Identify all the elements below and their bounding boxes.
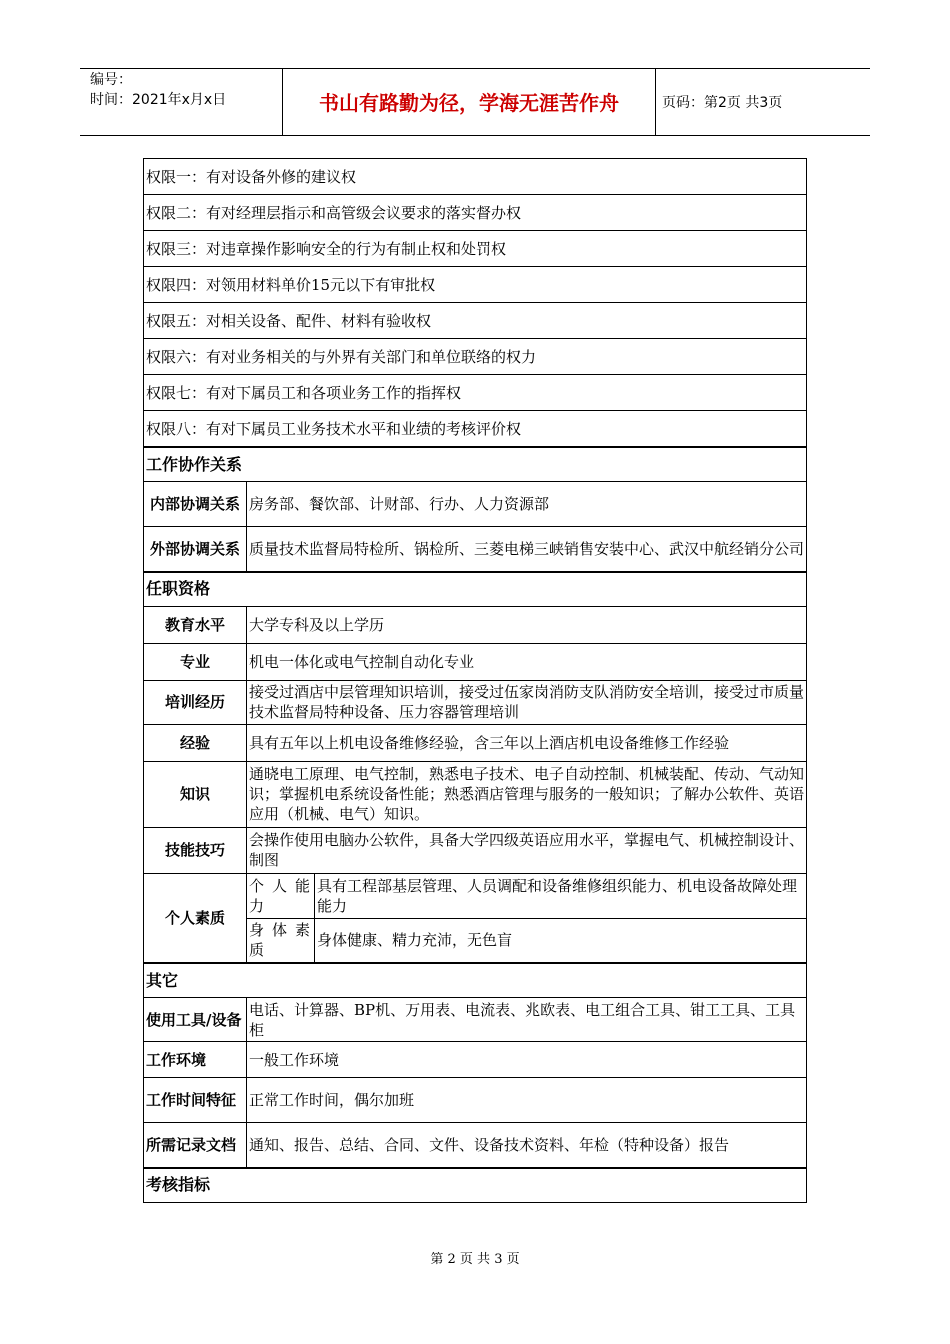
skills-label: 技能技巧 bbox=[144, 827, 247, 873]
permission-text: 权限八：有对下属员工业务技术水平和业绩的考核评价权 bbox=[144, 411, 807, 448]
education-label: 教育水平 bbox=[144, 606, 247, 643]
internal-value: 房务部、餐饮部、计财部、行办、人力资源部 bbox=[247, 482, 807, 527]
environment-label: 工作环境 bbox=[144, 1042, 247, 1078]
tools-value: 电话、计算器、BP机、万用表、电流表、兆欧表、电工组合工具、钳工工具、工具柜 bbox=[247, 998, 807, 1042]
major-value: 机电一体化或电气控制自动化专业 bbox=[247, 643, 807, 680]
permission-text: 权限三：对违章操作影响安全的行为有制止权和处罚权 bbox=[144, 231, 807, 267]
permission-row bbox=[144, 195, 807, 231]
records-label: 所需记录文档 bbox=[144, 1123, 247, 1168]
tools-row bbox=[144, 998, 807, 1042]
header-divider-left bbox=[282, 68, 283, 135]
ability-row bbox=[144, 873, 807, 918]
tools-label: 使用工具/设备 bbox=[144, 998, 247, 1042]
permission-row bbox=[144, 339, 807, 375]
training-label: 培训经历 bbox=[144, 680, 247, 724]
permission-text: 权限二：有对经理层指示和高管级会议要求的落实督办权 bbox=[144, 195, 807, 231]
permission-row bbox=[144, 231, 807, 267]
knowledge-label: 知识 bbox=[144, 761, 247, 827]
hours-label: 工作时间特征 bbox=[144, 1078, 247, 1123]
section-title: 任职资格 bbox=[144, 572, 807, 607]
knowledge-row bbox=[144, 761, 807, 827]
external-row bbox=[144, 527, 807, 572]
permission-text: 权限四：对领用材料单价15元以下有审批权 bbox=[144, 267, 807, 303]
physical-value: 身体健康、精力充沛，无色盲 bbox=[315, 918, 807, 963]
permission-row bbox=[144, 303, 807, 339]
permission-row bbox=[144, 375, 807, 411]
skills-value: 会操作使用电脑办公软件，具备大学四级英语应用水平，掌握电气、机械控制设计、制图 bbox=[247, 827, 807, 873]
permission-row bbox=[144, 411, 807, 448]
permission-text: 权限六：有对业务相关的与外界有关部门和单位联络的权力 bbox=[144, 339, 807, 375]
skills-row bbox=[144, 827, 807, 873]
section-title: 考核指标 bbox=[144, 1168, 807, 1203]
internal-row bbox=[144, 482, 807, 527]
environment-value: 一般工作环境 bbox=[247, 1042, 807, 1078]
experience-label: 经验 bbox=[144, 724, 247, 761]
header-meta bbox=[90, 70, 280, 110]
education-value: 大学专科及以上学历 bbox=[247, 606, 807, 643]
experience-value: 具有五年以上机电设备维修经验，含三年以上酒店机电设备维修工作经验 bbox=[247, 724, 807, 761]
experience-row bbox=[144, 724, 807, 761]
section-title: 其它 bbox=[144, 963, 807, 998]
internal-label: 内部协调关系 bbox=[144, 482, 247, 527]
header-time-label: 时间：2021年x月x日 bbox=[90, 92, 227, 108]
records-row bbox=[144, 1123, 807, 1168]
header-bottom-rule bbox=[80, 135, 870, 136]
section-qualifications bbox=[144, 572, 807, 607]
permission-text: 权限一：有对设备外修的建议权 bbox=[144, 159, 807, 195]
knowledge-value: 通晓电工原理、电气控制，熟悉电子技术、电子自动控制、机械装配、传动、气动知识；掌握机电系统设备性能；熟悉酒店管理与服务的一般知识；了解办公软件、英语应用（机械、电气）知识。 bbox=[247, 761, 807, 827]
training-value: 接受过酒店中层管理知识培训，接受过伍家岗消防支队消防安全培训，接受过市质量技术监督局特种设备、压力容器管理培训 bbox=[247, 680, 807, 724]
external-value: 质量技术监督局特检所、锅检所、三菱电梯三峡销售安装中心、武汉中航经销分公司 bbox=[247, 527, 807, 572]
section-title: 工作协作关系 bbox=[144, 447, 807, 482]
job-description-table bbox=[143, 158, 807, 1203]
permission-row bbox=[144, 159, 807, 195]
section-assessment bbox=[144, 1168, 807, 1203]
environment-row bbox=[144, 1042, 807, 1078]
hours-row bbox=[144, 1078, 807, 1123]
section-other bbox=[144, 963, 807, 998]
section-cooperation bbox=[144, 447, 807, 482]
major-label: 专业 bbox=[144, 643, 247, 680]
header-divider-right bbox=[655, 68, 656, 135]
major-row bbox=[144, 643, 807, 680]
external-label: 外部协调关系 bbox=[144, 527, 247, 572]
physical-label: 身体素质 bbox=[247, 918, 315, 963]
permission-text: 权限七：有对下属员工和各项业务工作的指挥权 bbox=[144, 375, 807, 411]
education-row bbox=[144, 606, 807, 643]
header-motto: 书山有路勤为径，学海无涯苦作舟 bbox=[319, 91, 619, 115]
permission-row bbox=[144, 267, 807, 303]
header-code-label: 编号： bbox=[90, 72, 132, 88]
page-footer: 第 2 页 共 3 页 bbox=[430, 1252, 520, 1267]
personal-label: 个人素质 bbox=[144, 873, 247, 963]
header-page-label: 页码：第2页 共3页 bbox=[662, 94, 783, 111]
permission-text: 权限五：对相关设备、配件、材料有验收权 bbox=[144, 303, 807, 339]
ability-value: 具有工程部基层管理、人员调配和设备维修组织能力、机电设备故障处理能力 bbox=[315, 873, 807, 918]
records-value: 通知、报告、总结、合同、文件、设备技术资料、年检（特种设备）报告 bbox=[247, 1123, 807, 1168]
training-row bbox=[144, 680, 807, 724]
hours-value: 正常工作时间，偶尔加班 bbox=[247, 1078, 807, 1123]
ability-label: 个人能力 bbox=[247, 873, 315, 918]
